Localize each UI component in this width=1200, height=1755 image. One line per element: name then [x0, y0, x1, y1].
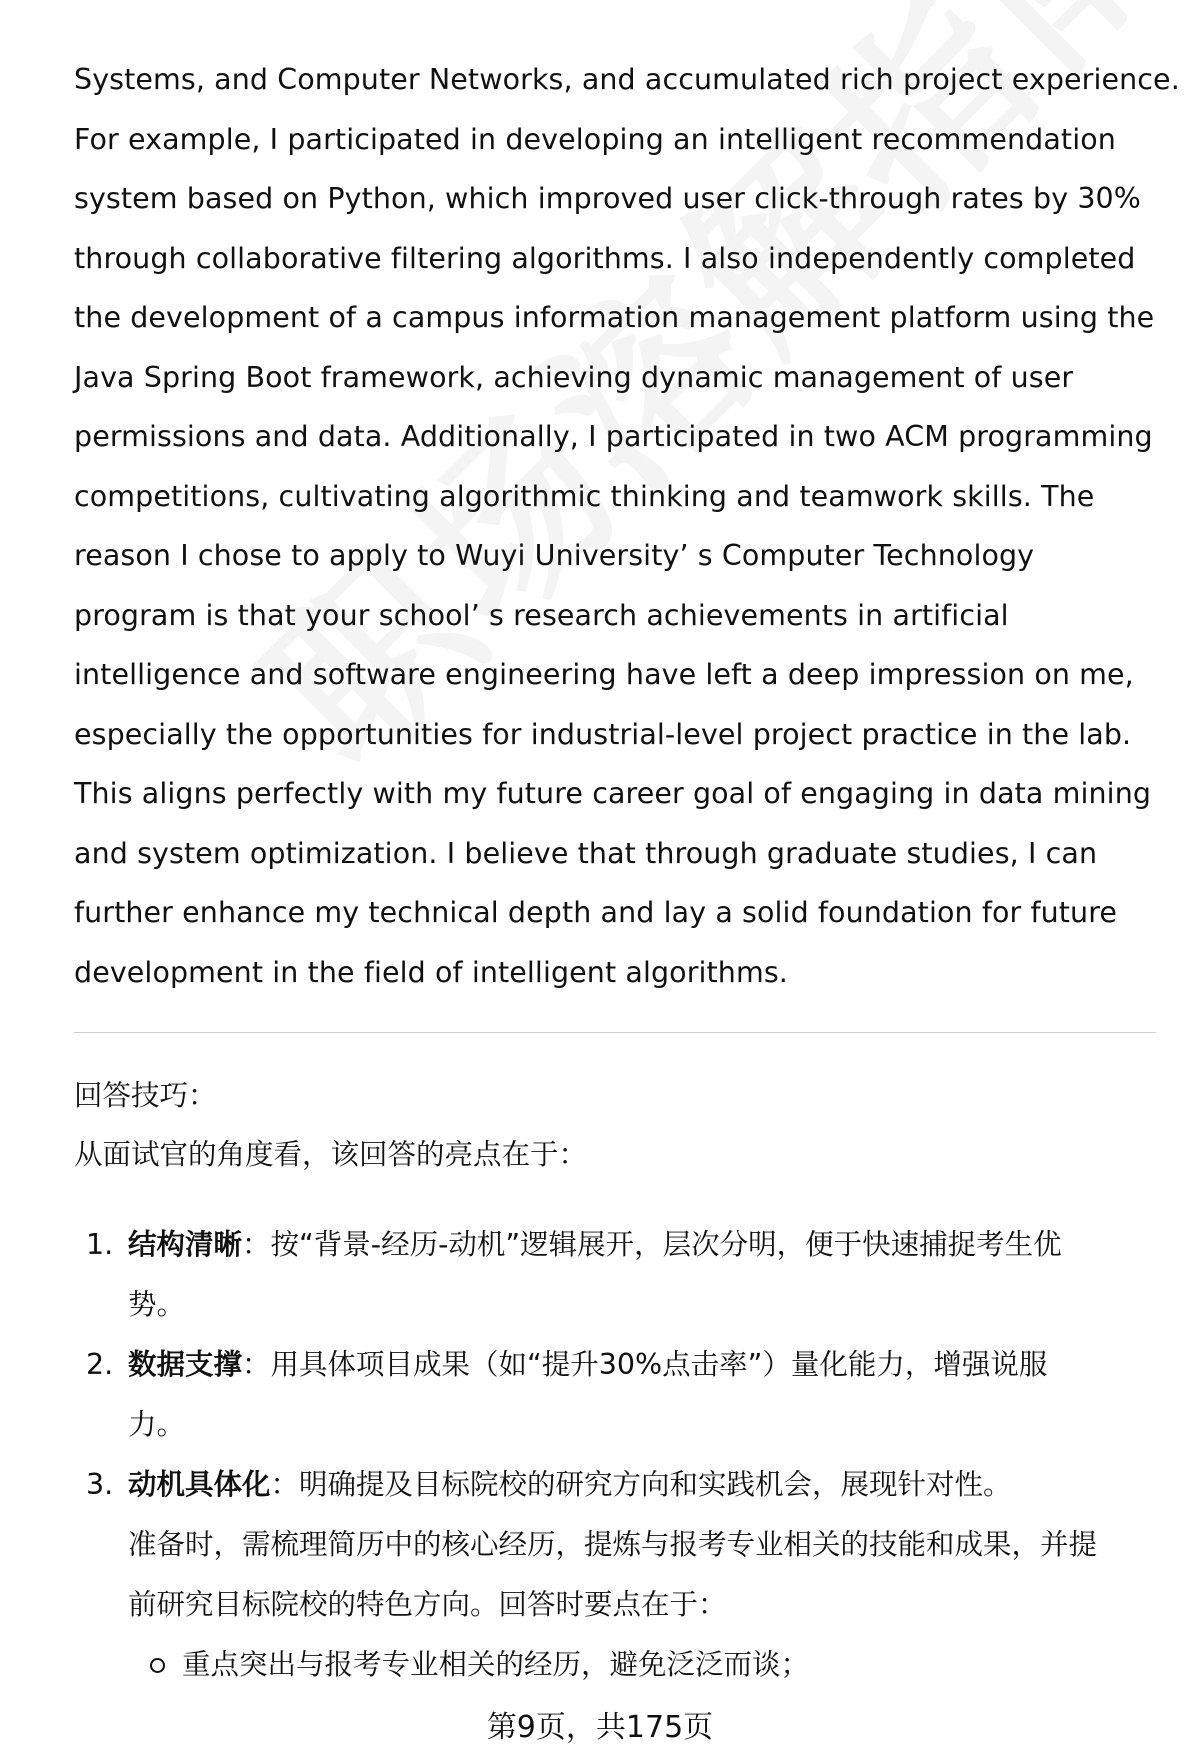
- answer-paragraph: [74, 50, 1180, 1002]
- bullet-circle-icon: [150, 1658, 165, 1673]
- list-item-text: ：按“背景-经历-动机”逻辑展开，层次分明，便于快速捕捉考生优: [242, 1228, 1062, 1261]
- paragraph-line: especially the opportunities for industrial-level project practice in the lab.: [74, 717, 1132, 751]
- bullet-text: 重点突出与报考专业相关的经历，避免泛泛而谈；: [182, 1648, 810, 1681]
- section-divider: [74, 1032, 1156, 1033]
- list-item-bold: 数据支撑: [128, 1348, 243, 1381]
- paragraph-line: reason I chose to apply to Wuyi University’ s Computer Technology: [74, 539, 1035, 572]
- paragraph-line: development in the field of intelligent algorithms.: [74, 955, 788, 989]
- paragraph-line: competitions, cultivating algorithmic thinking and teamwork skills. The: [74, 479, 1095, 513]
- tips-intro: 从面试官的角度看，该回答的亮点在于：: [74, 1138, 588, 1171]
- paragraph-line: the development of a campus information management platform using the: [74, 301, 1155, 334]
- list-item-continuation: 力。: [128, 1408, 186, 1441]
- list-item-line: [128, 1465, 1012, 1505]
- paragraph-line: through collaborative filtering algorithms. I also independently completed: [74, 241, 1136, 275]
- prep-line: 准备时，需梳理简历中的核心经历，提炼与报考专业相关的技能和成果，并提: [128, 1528, 1098, 1561]
- list-item-line: [128, 1225, 1062, 1265]
- paragraph-line: and system optimization. I believe that through graduate studies, I can: [74, 836, 1098, 870]
- paragraph-line: further enhance my technical depth and lay a solid foundation for future: [74, 896, 1118, 929]
- page-footer: 第9页，共175页: [486, 1710, 714, 1745]
- list-item-text: ：用具体项目成果（如“提升30%点击率”）量化能力，增强说服: [242, 1348, 1048, 1381]
- paragraph-line: Java Spring Boot framework, achieving dynamic management of user: [74, 360, 1074, 394]
- list-item-text: ：明确提及目标院校的研究方向和实践机会，展现针对性。: [270, 1468, 1012, 1501]
- list-item-bold: 结构清晰: [128, 1228, 243, 1261]
- paragraph-line: This aligns perfectly with my future career goal of engaging in data mining: [74, 777, 1152, 810]
- list-number: 3.: [86, 1468, 114, 1501]
- prep-line: 前研究目标院校的特色方向。回答时要点在于：: [128, 1588, 727, 1621]
- paragraph-line: permissions and data. Additionally, I participated in two ACM programming: [74, 420, 1153, 453]
- list-number: 1.: [86, 1228, 114, 1261]
- paragraph-line: For example, I participated in developing an intelligent recommendation: [74, 122, 1116, 156]
- paragraph-line: Systems, and Computer Networks, and accumulated rich project experience.: [74, 63, 1180, 96]
- paragraph-line: intelligence and software engineering have left a deep impression on me,: [74, 658, 1134, 691]
- list-item-bold: 动机具体化: [128, 1468, 271, 1501]
- list-number: 2.: [86, 1348, 114, 1381]
- paragraph-line: system based on Python, which improved user click-through rates by 30%: [74, 182, 1141, 215]
- list-item-continuation: 势。: [128, 1288, 186, 1321]
- list-item-line: [128, 1345, 1047, 1385]
- tips-heading: 回答技巧：: [74, 1079, 217, 1112]
- paragraph-line: program is that your school’ s research achievements in artificial: [74, 598, 1009, 632]
